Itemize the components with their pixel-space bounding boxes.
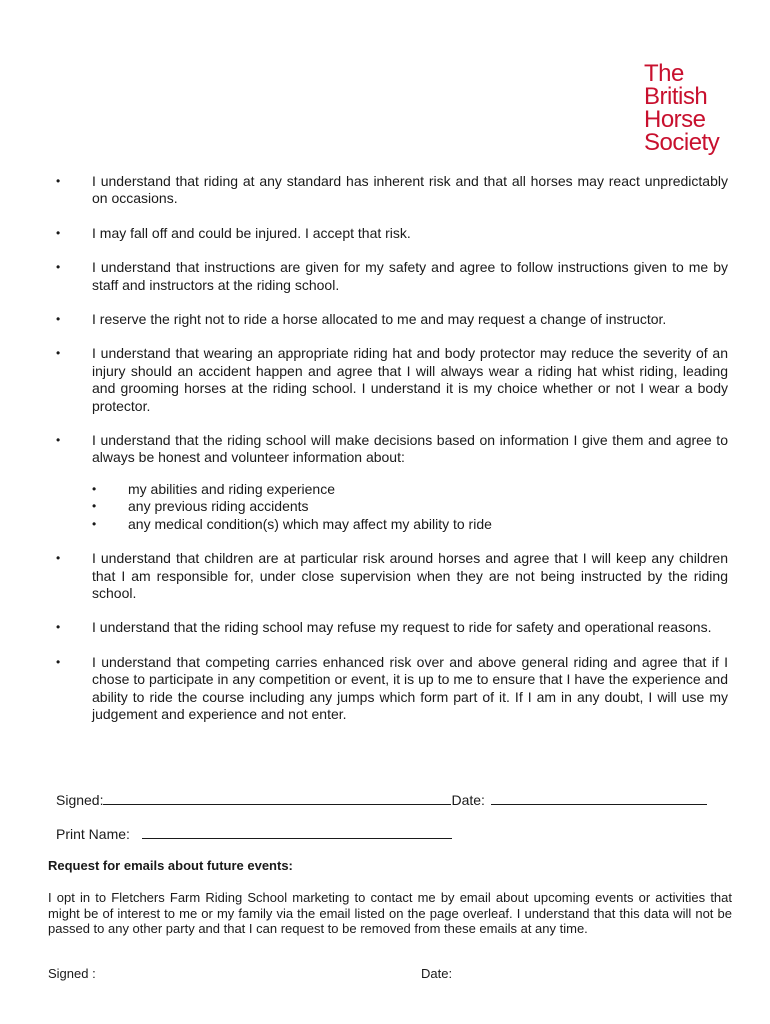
logo-line: The (644, 60, 684, 87)
declaration-item: • I understand that children are at particular risk around horses and agree that I will keep any children that I am responsible for, under close supervision when they are not being instructed by the riding school. (56, 550, 728, 602)
signature-row (56, 792, 707, 808)
declaration-item: • I understand that competing carries enhanced risk over and above general riding and agree that if I chose to participate in any competition or event, it is up to me to ensure that I have the experience and ability to ride the course including any jumps which form part of it. If I am in any doubt, I will use my judgement and experience and not enter. (56, 654, 728, 724)
emails-date-label: Date: (421, 966, 453, 981)
sub-item: • any medical condition(s) which may affect my ability to ride (92, 516, 728, 533)
declaration-item: • I may fall off and could be injured. I accept that risk. (56, 225, 728, 242)
bhs-logo (644, 62, 754, 154)
emails-title: Request for emails about future events: (48, 858, 293, 873)
declaration-list (56, 173, 728, 740)
print-name-row (56, 826, 452, 842)
signed-label: Signed: (56, 792, 104, 808)
declaration-item-info (56, 432, 728, 533)
emails-consent-text: I opt in to Fletchers Farm Riding School marketing to contact me by email about upcoming events or activities that might be of interest to me or my family via the email listed on the page overleaf. I understand that this data will not be passed to any other party and that I can request to be removed from these emails at any time. (48, 890, 732, 937)
declaration-item: • I understand that riding at any standard has inherent risk and that all horses may react unpredictably on occasions. (56, 173, 728, 208)
logo-line: British (644, 83, 708, 110)
declaration-item: • I understand that wearing an appropriate riding hat and body protector may reduce the severity of an injury should an accident happen and agree that I will always wear a riding hat whist riding, leading and grooming horses at the riding school. I understand it is my choice whether or not I wear a body protector. (56, 345, 728, 415)
print-name-field[interactable] (142, 826, 452, 839)
declaration-item: • I understand that the riding school may refuse my request to ride for safety and operational reasons. (56, 619, 728, 636)
declaration-item-text: I understand that the riding school will make decisions based on information I give them and agree to always be honest and volunteer information about: (92, 432, 728, 466)
date-label: Date: (451, 792, 485, 808)
logo-line: Horse (644, 106, 706, 133)
signature-field[interactable] (103, 792, 451, 805)
sub-item: • my abilities and riding experience (92, 481, 728, 498)
print-name-label: Print Name: (56, 826, 130, 842)
logo-line: Society (644, 129, 720, 156)
declaration-item: • I understand that instructions are given for my safety and agree to follow instructions given to me by staff and instructors at the riding school. (56, 259, 728, 294)
date-field[interactable] (491, 792, 707, 805)
declaration-item: • I reserve the right not to ride a horse allocated to me and may request a change of instructor. (56, 311, 728, 328)
sub-item: • any previous riding accidents (92, 498, 728, 515)
emails-signed-label: Signed : (48, 966, 96, 981)
info-sublist (92, 481, 728, 533)
